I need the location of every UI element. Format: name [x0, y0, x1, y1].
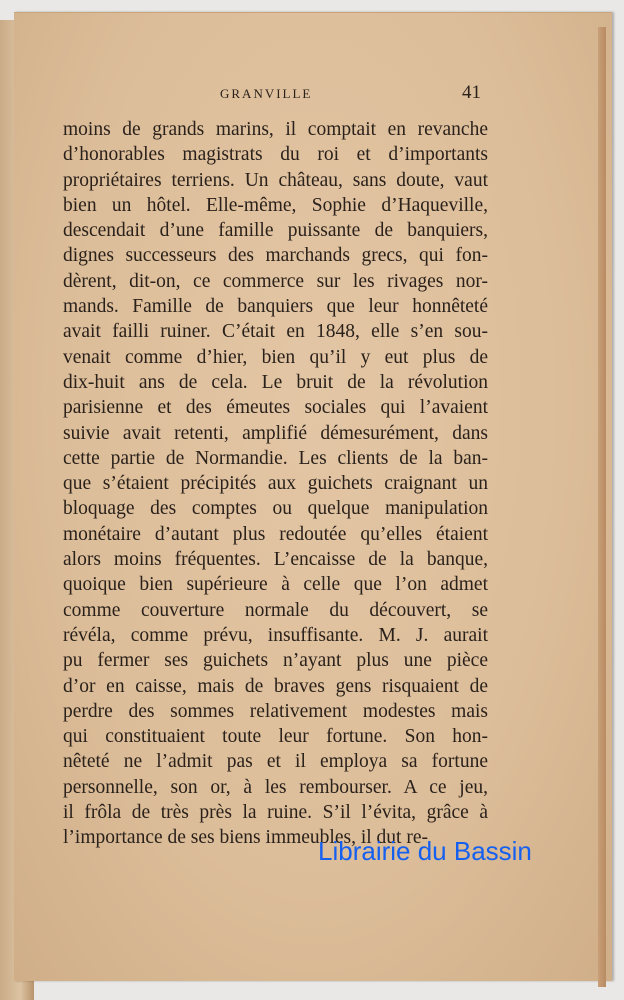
text-line: alors moins fréquentes. L’encaisse de la banque,: [63, 549, 488, 571]
text-line: bloquage des comptes ou quelque manipulation: [63, 498, 488, 520]
running-title: GRANVILLE: [220, 86, 313, 101]
text-line: cette partie de Normandie. Les clients de la ban-: [63, 447, 488, 469]
text-line: avait failli ruiner. C’était en 1848, elle s’en sou-: [63, 321, 488, 343]
text-line: révéla, comme prévu, insuffisante. M. J. aurait: [63, 624, 488, 646]
text-line: qui constituaient toute leur fortune. Son hon-: [63, 726, 488, 748]
text-line: propriétaires terriens. Un château, sans doute, vaut: [63, 169, 488, 191]
text-line: descendait d’une famille puissante de banquiers,: [63, 220, 488, 242]
text-line: perdre des sommes relativement modestes mais: [63, 700, 488, 722]
page-header: [0, 82, 624, 106]
text-line: monétaire d’autant plus redoutée qu’elles étaient: [63, 523, 488, 545]
text-line: moins de grands marins, il comptait en revanche: [63, 119, 488, 140]
text-line: parisienne et des émeutes sociales qui l’avaient: [63, 397, 488, 419]
text-line: mands. Famille de banquiers que leur honnêteté: [63, 296, 488, 318]
text-line: nêteté ne l’admit pas et il employa sa fortune: [63, 751, 488, 773]
text-line: l’importance de ses biens immeubles, il dut re-: [63, 827, 428, 849]
text-line: dignes successeurs des marchands grecs, qui fon-: [63, 245, 488, 267]
text-line: pu fermer ses guichets n’ayant plus une pièce: [63, 650, 488, 672]
text-line: d’honorables magistrats du roi et d’importants: [63, 144, 488, 166]
text-line: comme couverture normale du découvert, se: [63, 599, 488, 621]
page-number: 41: [462, 82, 481, 103]
text-line: dix-huit ans de cela. Le bruit de la révolution: [63, 371, 488, 393]
text-line: quoique bien supérieure à celle que l’on admet: [63, 574, 488, 596]
text-line: d’or en caisse, mais de braves gens risquaient de: [63, 675, 488, 697]
text-line: bien un hôtel. Elle-même, Sophie d’Haqueville,: [63, 194, 488, 216]
text-line: venait comme d’hier, bien qu’il y eut plus de: [63, 346, 488, 368]
page-edge: [598, 27, 606, 987]
body-text: [63, 117, 488, 851]
text-line: dèrent, dit-on, ce commerce sur les rivages nor-: [63, 270, 488, 292]
text-line: il frôla de très près la ruine. S’il l’évita, grâce à: [63, 802, 488, 824]
watermark: Librairie du Bassin: [318, 836, 532, 866]
text-line: suivie avait retenti, amplifié démesurément, dans: [63, 422, 488, 444]
text-line: personnelle, son or, à les rembourser. A ce jeu,: [63, 776, 488, 798]
text-line: que s’étaient précipités aux guichets craignant un: [63, 473, 488, 495]
